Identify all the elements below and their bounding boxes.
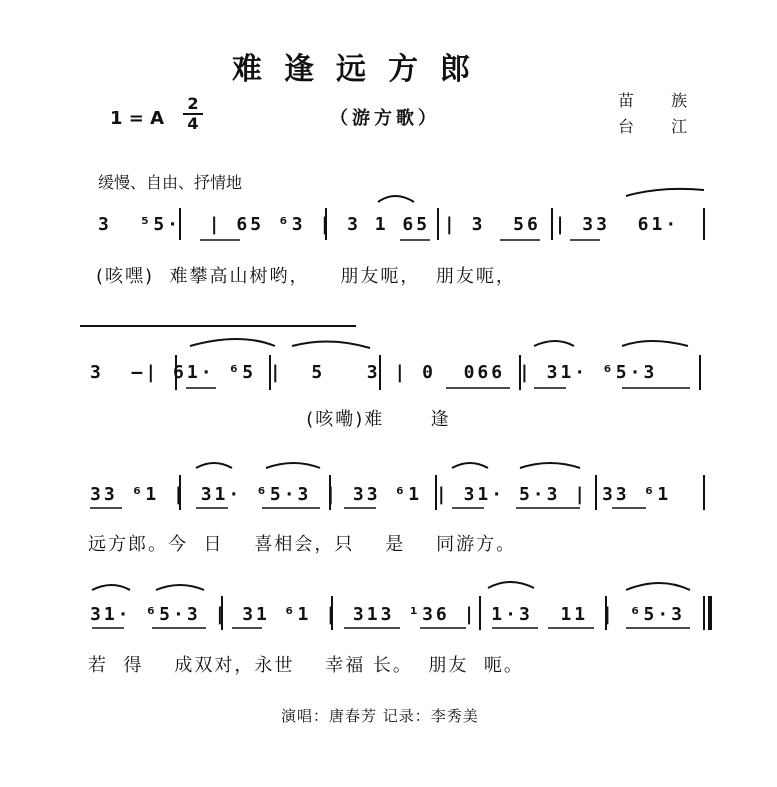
- system-2-lyrics: (咳嘞)难 逢: [90, 409, 451, 430]
- time-signature: [183, 96, 203, 132]
- system-3-lyrics: 远方郎。今 日 喜相会，只 是 同游方。: [88, 534, 517, 555]
- system-1-lyrics: (咳嘿) 难攀高山树哟， 朋友呃， 朋友呃，: [96, 266, 516, 287]
- system-3-notes: 33 ⁶1 | 31· ⁶5·3 | 33 ⁶1 | 31· 5·3 | 33 ⁶1: [90, 484, 672, 505]
- system-4-notes: 31· ⁶5·3 | 31 ⁶1 | 313 ¹36 | 1·3 11 | ⁶5·3: [90, 604, 685, 625]
- song-title: 难逢远方郎: [232, 52, 492, 87]
- system-1-notes: 3 ⁵5· | 65 ⁶3 | 3 1 65 | 3 56 | 33 61·: [98, 214, 680, 235]
- tempo-marking: 缓慢、自由、抒情地: [98, 173, 243, 192]
- key-signature: 1 = A: [110, 108, 165, 129]
- song-origin: [618, 88, 703, 140]
- time-signature-top: 2: [187, 94, 199, 113]
- system-4-lyrics: 若 得 成双对，永世 幸福 长。 朋友 呃。: [88, 655, 524, 676]
- origin-place: 台 江: [618, 117, 704, 136]
- system-2-notes: 3 –| 61· ⁶5 | 5 3 | 0 066 | 31· ⁶5·3: [90, 362, 658, 383]
- credits: 演唱：唐春芳 记录：李秀美: [281, 707, 479, 725]
- song-subtitle: （游方歌）: [330, 108, 440, 129]
- origin-ethnicity: 苗 族: [618, 91, 704, 110]
- time-signature-bottom: 4: [187, 114, 199, 133]
